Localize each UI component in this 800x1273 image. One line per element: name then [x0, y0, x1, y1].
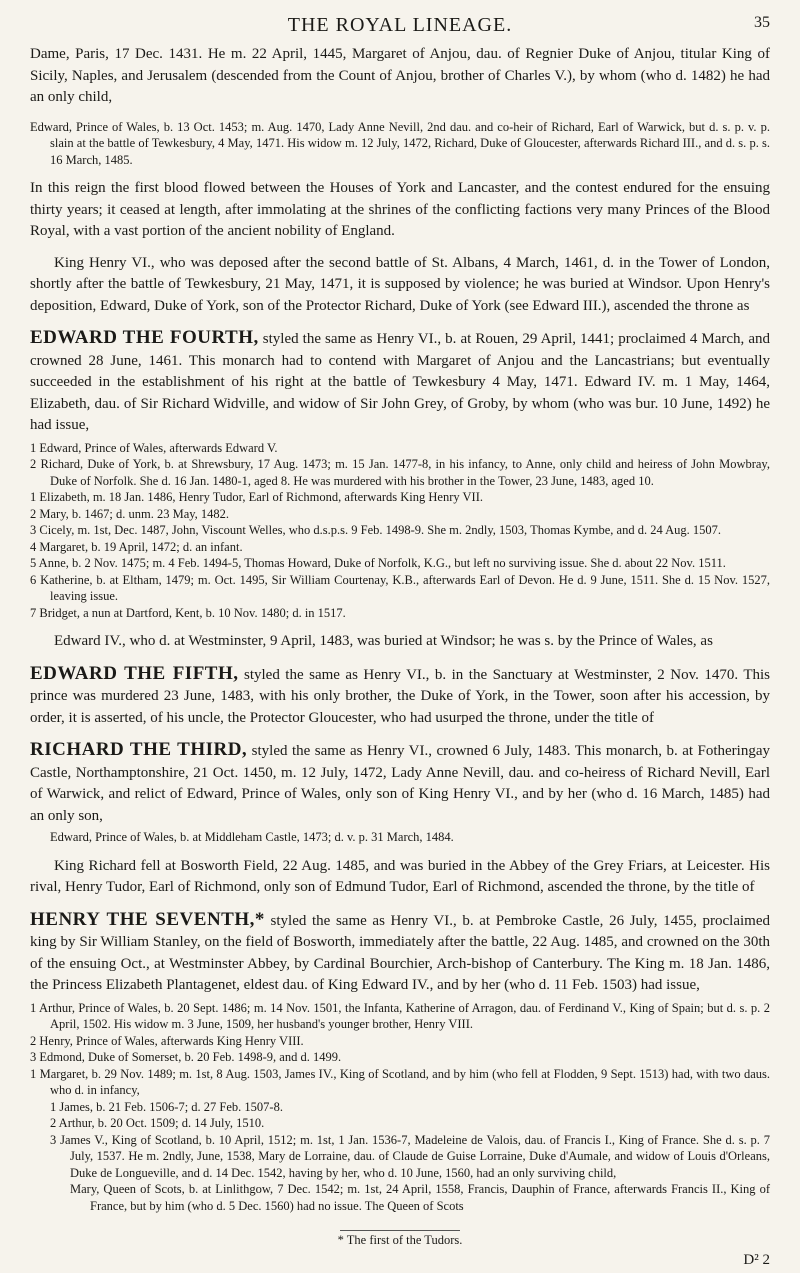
list-item: 1 James, b. 21 Feb. 1506-7; d. 27 Feb. 1507-8. [50, 1099, 283, 1114]
list-item: 2 Richard, Duke of York, b. at Shrewsbury, 17 Aug. 1473; m. 15 Jan. 1477-8, in his infancy, to Anne, only child and heiress of John Mowbray, Duke of Norfolk. She d. 16 Jan. 1480-1, aged 8. He was murdered with his brother in the Tower, 23 June, 1483, aged 10. [30, 457, 770, 488]
list-item: 3 Cicely, m. 1st, Dec. 1487, John, Viscount Welles, who d.s.p.s. 9 Feb. 1498-9. She m. 2ndly, 1503, Thomas Kymbe, and d. 24 Aug. 1507. [30, 523, 722, 537]
list-item: 2 Arthur, b. 20 Oct. 1509; d. 14 July, 1510. [50, 1116, 265, 1130]
list-item: 1 Elizabeth, m. 18 Jan. 1486, Henry Tudor, Earl of Richmond, afterwards King Henry VII. [30, 490, 484, 504]
list-item: 2 Henry, Prince of Wales, afterwards King Henry VIII. [30, 1033, 304, 1048]
reign-paragraph: In this reign the first blood flowed between the Houses of York and Lancaster, and the contest endured for the ensuing thirty years; it ceased at length, after immolating at the shrines of the conflicting factions very many Princes of the Blood Royal, with a vast portion of the ancient nobility of England. [30, 180, 770, 239]
list-item: 2 Mary, b. 1467; d. unm. 23 May, 1482. [30, 506, 230, 521]
intro-paragraph: Dame, Paris, 17 Dec. 1431. He m. 22 April, 1445, Margaret of Anjou, dau. of Regnier Duke of Anjou, titular King of Sicily, Naples, and Jerusalem (descended from the Count of Anjou, brother of Charles V.), by whom (who d. 1482) he had an only child, [30, 46, 770, 105]
edward5-text: styled the same as Henry VI., b. in the Sanctuary at Westminster, 2 Nov. 1470. This prince was murdered 23 June, 1483, with his only brother, the Duke of York, in the Tower, soon after his accession, by order, it is asserted, of his uncle, the Protector Gloucester, who had usurped the throne, under the title of [30, 666, 771, 726]
edward4-after: Edward IV., who d. at Westminster, 9 April, 1483, was buried at Windsor; he was s. by the Prince of Wales, as [54, 633, 713, 649]
richard3-text: styled the same as Henry VI., crowned 6 July, 1483. This monarch, b. at Fotheringay Castle, Northamptonshire, 21 Oct. 1450, m. 12 July, 1472, Lady Anne Nevill, dau. and co-heiress of Richard Nevill, Earl of Warwick, and relict of Edward, Prince of Wales, only son of King Henry VI., and by her (who d. 16 March, 1485) had an only son, [30, 743, 771, 824]
henry7-children [30, 1000, 770, 1215]
edward5-paragraph [30, 663, 770, 730]
henry6-paragraph: King Henry VI., who was deposed after the second battle of St. Albans, 4 March, 1461, d. in the Tower of London, shortly after the battle of Tewkesbury, 21 May, 1471, it is supposed by violence; he was buried at Windsor. Upon Henry's deposition, Edward, Duke of York, son of the Protector Richard, Duke of York (see Edward III.), ascended the throne as [30, 254, 770, 314]
edward-prince-note: Edward, Prince of Wales, b. 13 Oct. 1453; m. Aug. 1470, Lady Anne Nevill, 2nd dau. and co-heir of Richard, Earl of Warwick, but d. s. p. v. p. slain at the battle of Tewkesbury, 4 May, 1471. His widow m. 12 July, 1472, Richard, Duke of Gloucester, afterwards Richard III., and d. s. p. s. 16 March, 1485. [30, 119, 770, 167]
edward4-heading: EDWARD THE FOURTH, [30, 327, 259, 348]
richard3-son: Edward, Prince of Wales, b. at Middleham Castle, 1473; d. v. p. 31 March, 1484. [50, 830, 454, 844]
list-item: 1 Arthur, Prince of Wales, b. 20 Sept. 1486; m. 14 Nov. 1501, the Infanta, Katherine of Arragon, dau. of Ferdinand V., King of Spain; but d. s. p. 2 April, 1502. His widow m. 3 June, 1509, her husband's younger brother, Henry VIII. [30, 1000, 770, 1031]
list-item: 5 Anne, b. 2 Nov. 1475; m. 4 Feb. 1494-5, Thomas Howard, Duke of Norfolk, K.G., but left no surviving issue. She d. about 22 Nov. 1511. [30, 556, 726, 570]
list-item: Mary, Queen of Scots, b. at Linlithgow, 7 Dec. 1542; m. 1st, 24 April, 1558, Francis, Dauphin of France, afterwards Francis II., King of France, but by him (who d. 5 Dec. 1560) had no issue. The Queen of Scots [70, 1182, 770, 1213]
richard3-paragraph [30, 739, 770, 827]
running-title: THE ROYAL LINEAGE. [287, 14, 513, 36]
edward4-paragraph [30, 327, 770, 437]
list-item: 1 Margaret, b. 29 Nov. 1489; m. 1st, 8 Aug. 1503, James IV., King of Scotland, and by him (who fell at Flodden, 9 Sept. 1513) had, with two daus. who d. in infancy, [30, 1066, 770, 1097]
richard3-after: King Richard fell at Bosworth Field, 22 Aug. 1485, and was buried in the Abbey of the Grey Friars, at Leicester. His rival, Henry Tudor, Earl of Richmond, only son of Edmund Tudor, Earl of Richmond, ascended the throne, by the title of [30, 857, 770, 895]
edward4-text: styled the same as Henry VI., b. at Rouen, 29 April, 1441; proclaimed 4 March, and crowned 28 June, 1461. This monarch had to contend with Margaret of Anjou and the Lancastrians; but eventually succeeded in the establishment of his right at the battle of Tewkesbury 4 May, 1471. Edward IV. m. 1 May, 1464, Elizabeth, dau. of Sir Richard Widville, and widow of Sir John Grey, of Groby, by whom (who was bur. 10 June, 1492) he had issue, [30, 331, 770, 433]
henry7-heading: HENRY THE SEVENTH,* [30, 908, 265, 930]
edward4-children [30, 440, 770, 622]
footnote-rule [340, 1230, 460, 1231]
list-item: 3 Edmond, Duke of Somerset, b. 20 Feb. 1498-9, and d. 1499. [30, 1050, 342, 1064]
running-header [30, 10, 770, 44]
footnote-area [30, 1230, 770, 1248]
list-item: 1 Edward, Prince of Wales, afterwards Edward V. [30, 440, 278, 455]
list-item: 3 James V., King of Scotland, b. 10 April, 1512; m. 1st, 1 Jan. 1536-7, Madeleine de Valois, dau. of Francis I., King of France. She d. s. p. 7 July, 1537. He m. 2ndly, June, 1538, Mary de Lorraine, dau. of Claude de Guise Lorraine, Duke d'Aumale, and widow of Louis d'Orleans, Duke de Longueville, and d. 14 Dec. 1542, having by her, who d. 10 June, 1560, had an only surviving child, [50, 1132, 770, 1180]
henry7-paragraph [30, 909, 770, 997]
list-item: 6 Katherine, b. at Eltham, 1479; m. Oct. 1495, Sir William Courtenay, K.B., afterwards Earl of Devon. He d. 9 June, 1511. She d. 15 Nov. 1527, leaving issue. [30, 572, 770, 603]
list-item: 4 Margaret, b. 19 April, 1472; d. an infant. [30, 539, 243, 554]
henry7-text: styled the same as Henry VI., b. at Pembroke Castle, 26 July, 1455, proclaimed king by Sir William Stanley, on the field of Bosworth, immediately after the battle, 22 Aug. 1485, and crowned on the 30th of the ensuing Oct., at Westminster Abbey, by Cardinal Bourchier, Arch-bishop of Canterbury. The King m. 18 Jan. 1486, the Princess Elizabeth Plantagenet, eldest dau. of King Edward IV., and by her (who d. 11 Feb. 1503) had issue, [30, 912, 770, 993]
richard3-heading: RICHARD THE THIRD, [30, 739, 248, 760]
signature-mark: D² 2 [743, 1252, 770, 1268]
list-item: 7 Bridget, a nun at Dartford, Kent, b. 10 Nov. 1480; d. in 1517. [30, 605, 346, 620]
page-number: 35 [754, 14, 770, 31]
edward5-heading: EDWARD THE FIFTH, [30, 662, 239, 684]
footnote: * The first of the Tudors. [337, 1233, 463, 1247]
